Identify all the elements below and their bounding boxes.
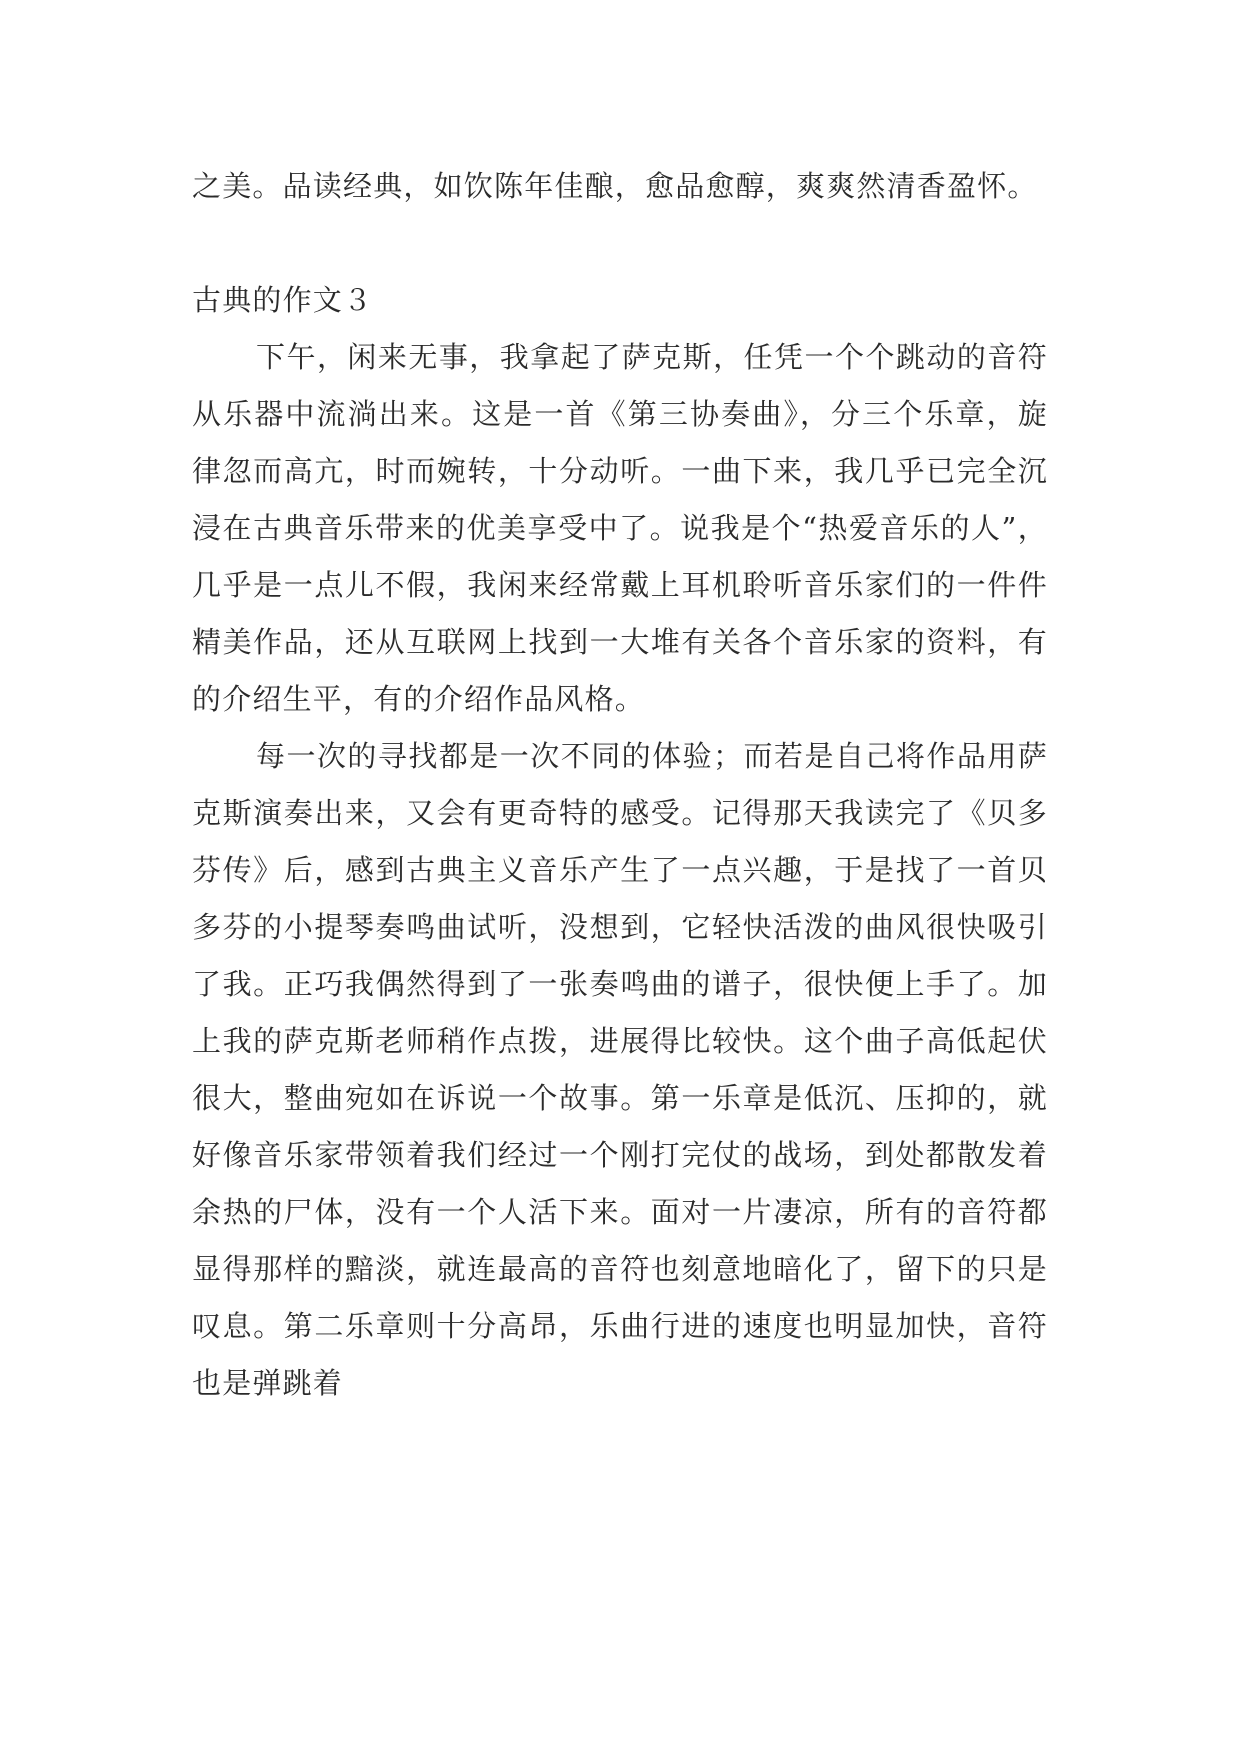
section-title: 古典的作文３ [192,283,374,317]
document-body [192,158,1048,1412]
body-paragraph-1: 下午，闲来无事，我拿起了萨克斯，任凭一个个跳动的音符从乐器中流淌出来。这是一首《第三协奏曲》，分三个乐章，旋律忽而高亢，时而婉转，十分动听。一曲下来，我几乎已完全沉浸在古典音乐带来的优美享受中了。说我是个“热爱音乐的人”，几乎是一点儿不假，我闲来经常戴上耳机聆听音乐家们的一件件精美作品，还从互联网上找到一大堆有关各个音乐家的资料，有的介绍生平，有的介绍作品风格。 [192,340,1048,716]
body-paragraph-2: 每一次的寻找都是一次不同的体验；而若是自己将作品用萨克斯演奏出来，又会有更奇特的感受。记得那天我读完了《贝多芬传》后，感到古典主义音乐产生了一点兴趣，于是找了一首贝多芬的小提琴奏鸣曲试听，没想到，它轻快活泼的曲风很快吸引了我。正巧我偶然得到了一张奏鸣曲的谱子，很快便上手了。加上我的萨克斯老师稍作点拨，进展得比较快。这个曲子高低起伏很大，整曲宛如在诉说一个故事。第一乐章是低沉、压抑的，就好像音乐家带领着我们经过一个刚打完仗的战场，到处都散发着余热的尸体，没有一个人活下来。面对一片凄凉，所有的音符都显得那样的黯淡，就连最高的音符也刻意地暗化了，留下的只是叹息。第二乐章则十分高昂，乐曲行进的速度也明显加快，音符也是弹跳着 [192,739,1048,1400]
continued-paragraph: 之美。品读经典，如饮陈年佳酿，愈品愈醇，爽爽然清香盈怀。 [192,169,1038,203]
